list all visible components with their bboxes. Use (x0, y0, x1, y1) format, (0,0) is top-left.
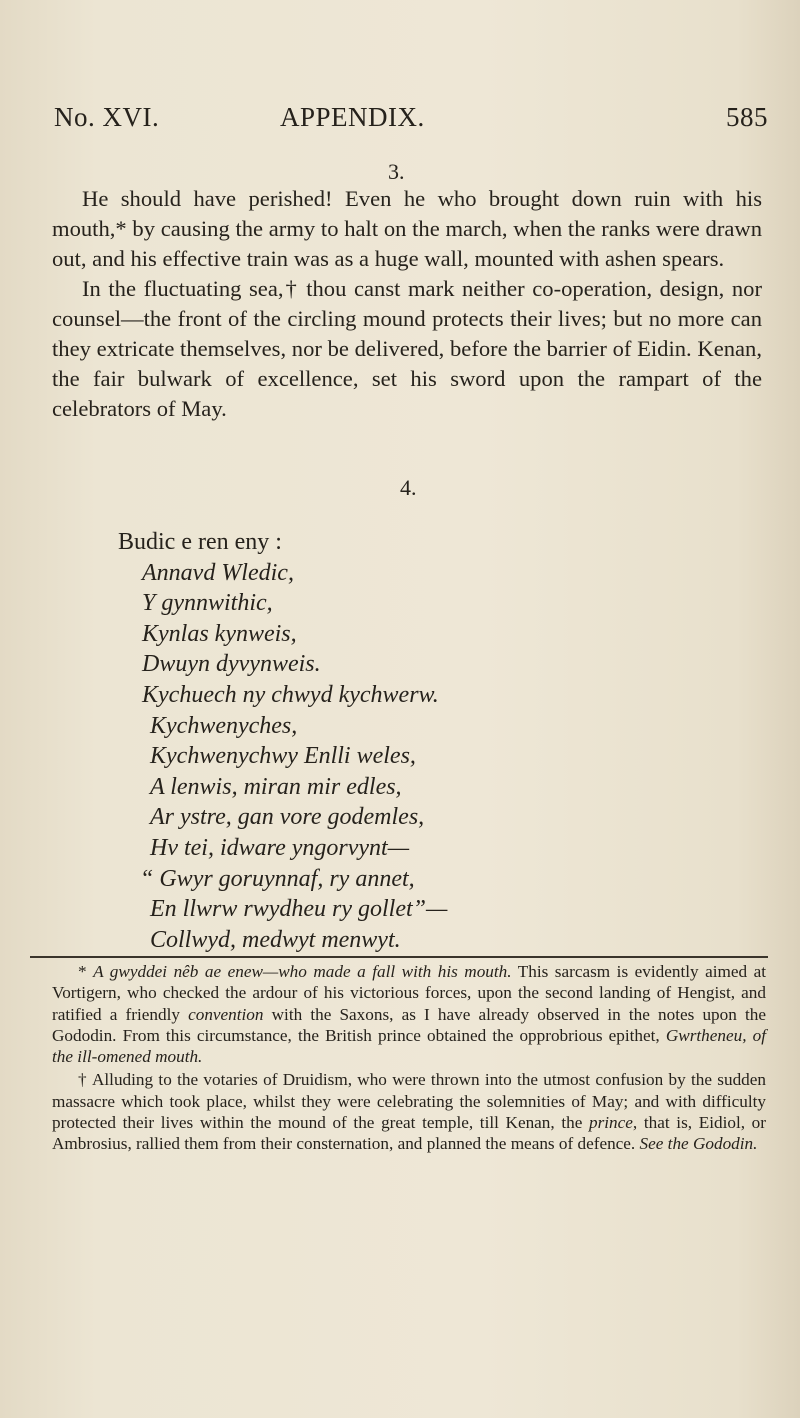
footnote-italic: Gwrtheneu, of the ill-omened mouth. (52, 1025, 767, 1067)
prose-paragraph: He should have perished! Even he who brought down ruin with his mouth,* by causing the army to halt on the march, when the ranks were drawn out, and his effective train was as a huge wall, mounted with ashen spears. (52, 186, 762, 271)
verse-line: Kynlas kynweis, (142, 620, 297, 647)
running-head-title: APPENDIX. (280, 102, 425, 132)
verse-line: Dwuyn dyvynweis. (142, 651, 321, 678)
welsh-verse (118, 527, 718, 955)
footnote-text: Alluding to the votaries of Druidism, who were thrown into the utmost confusion by the sudden massacre which took place, whilst they were celebrating the solemnities of May; and with difficulty protected their lives within the mound of the great temple, till Kenan, the (52, 1070, 767, 1133)
footnote-italic: prince (589, 1113, 633, 1133)
verse-line: Kychwenychwy Enlli weles, (150, 743, 416, 770)
running-head-section: No. XVI. (54, 102, 160, 132)
verse-line: Kychwenyches, (150, 712, 298, 739)
footnote-rule (30, 956, 768, 958)
running-head (38, 100, 768, 134)
section-number-3: 3. (388, 159, 405, 184)
footnote-text: This sarcasm is evidently aimed at Vortigern, who checked the ardour of his victorious forces, upon the second landing of Hengist, and ratified a friendly (52, 962, 766, 1024)
footnote-2 (52, 1069, 766, 1154)
verse-line: En llwrw rwydheu ry gollet”— (150, 896, 448, 923)
verse-line: Collwyd, medwyt menwyt. (150, 926, 401, 953)
prose-paragraph: In the fluctuating sea,† thou canst mark neither co-operation, design, nor counsel—the front of the circling mound protects their lives; but no more can they extricate themselves, nor be delivered, before the barrier of Eidin. Kenan, the fair bulwark of excellence, set his sword upon the rampart of the celebrators of May. (52, 276, 762, 421)
verse-line: “ Gwyr goruynnaf, ry annet, (140, 865, 415, 892)
footnote-text: with the Saxons, as I have already observed in the notes upon the Gododin. From this circumstance, the British prince obtained the opprobrious epithet, (52, 1004, 766, 1045)
footnote-marker: † (78, 1070, 88, 1090)
verse-line: Annavd Wledic, (142, 559, 294, 586)
section-number-4: 4. (400, 475, 417, 500)
footnote-italic: convention (188, 1004, 264, 1024)
footnote-text: , that is, Eidiol, or Ambrosius, rallied them from their consternation, and planned the means of defence. (52, 1113, 766, 1154)
verse-line: Kychuech ny chwyd kychwerw. (142, 681, 439, 708)
footnote-italic: A gwyddei nêb ae enew—who made a fall with his mouth. (93, 962, 512, 981)
verse-line: Ar ystre, gan vore godemles, (150, 804, 425, 831)
page-number: 585 (726, 102, 768, 132)
verse-line: Budic e ren eny : (118, 529, 282, 555)
verse-line: Hv tei, idware yngorvynt— (150, 834, 410, 861)
footnote-italic: See the Gododin. (639, 1134, 758, 1154)
footnote-1 (52, 961, 766, 1067)
verse-line: A lenwis, miran mir edles, (150, 773, 402, 800)
verse-line: Y gynnwithic, (142, 590, 273, 617)
section-3-prose (52, 184, 762, 424)
footnote-marker: * (78, 962, 87, 981)
footnotes (52, 961, 766, 1155)
